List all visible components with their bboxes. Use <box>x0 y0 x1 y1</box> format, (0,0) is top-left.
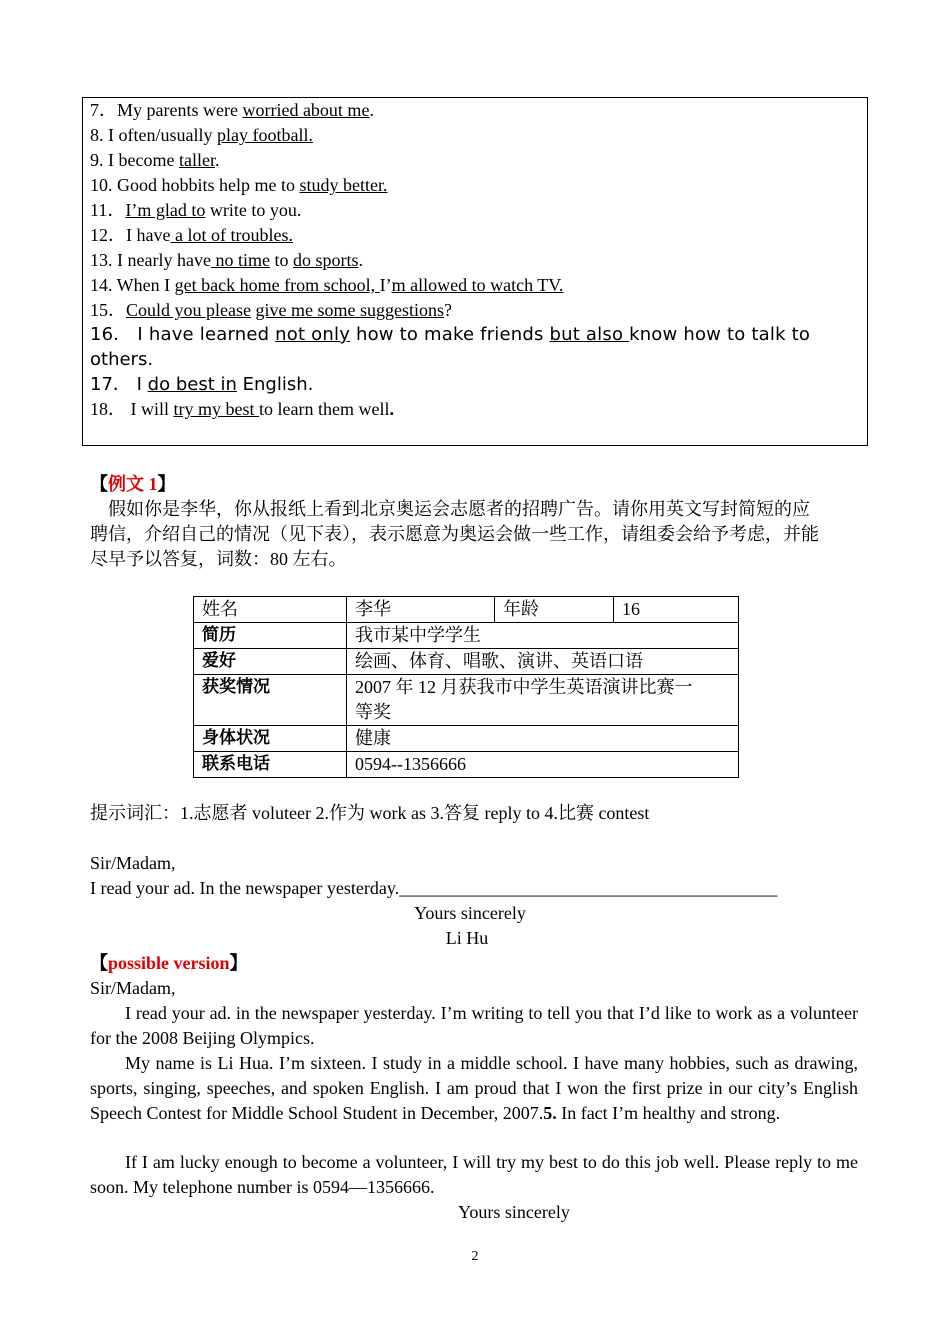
sentence-18: 18． I will try my best to learn them well. <box>90 399 394 419</box>
version-paragraph-2: My name is Li Hua. I’m sixteen. I study in a middle school. I have many hobbies, such as drawing, sports, singing, speeches, and spoken English. I am proud that I won the first prize in our city’s English Speech Contest for Middle School Student in December, 2007.5. In fact I’m healthy and strong. <box>90 1053 858 1123</box>
letter-signature: Li Hu <box>445 928 489 948</box>
table-row: 姓名 李华 年龄 16 <box>194 597 739 623</box>
applicant-info-table <box>193 596 739 778</box>
sentence-17: 17． I do best in English. <box>90 374 314 395</box>
sentence-9: 9. I become taller. <box>90 150 220 170</box>
example-prompt-line-3: 尽早予以答复，词数：80 左右。 <box>90 549 347 569</box>
table-row: 爱好 绘画、体育、唱歌、演讲、英语口语 <box>194 649 739 675</box>
version-paragraph-1: I read your ad. in the newspaper yesterday. I’m writing to tell you that I’d like to work as a volunteer for the 2008 Beijing Olympics. <box>90 1003 858 1048</box>
version-paragraph-3: If I am lucky enough to become a volunteer, I will try my best to do this job well. Please reply to me soon. My telephone number is 0594—1356666. <box>90 1152 858 1197</box>
sentence-7: 7．My parents were worried about me. <box>90 100 374 120</box>
letter-closing: Yours sincerely <box>414 903 526 923</box>
page-number: 2 <box>471 1249 479 1264</box>
sentence-8: 8. I often/usually play football. <box>90 125 313 145</box>
table-row: 简历 我市某中学学生 <box>194 623 739 649</box>
version-greeting: Sir/Madam, <box>90 978 176 998</box>
version-heading: 【possible version】 <box>90 953 248 973</box>
example-prompt-line-1: 假如你是李华，你从报纸上看到北京奥运会志愿者的招聘广告。请你用英文写封简短的应 <box>108 499 810 519</box>
sentence-13: 13. I nearly have no time to do sports. <box>90 250 363 270</box>
table-row: 获奖情况 2007 年 12 月获我市中学生英语演讲比赛一 等奖 <box>194 675 739 726</box>
sentence-15: 15．Could you please give me some suggestions? <box>90 300 452 320</box>
sentence-16-cont: others. <box>90 349 154 370</box>
sentence-10: 10. Good hobbits help me to study better. <box>90 175 388 195</box>
sentence-16: 16． I have learned not only how to make friends but also know how to talk to <box>90 324 811 345</box>
letter-body-line: I read your ad. In the newspaper yesterday.__________________________________________ <box>90 878 778 898</box>
table-row: 身体状况 健康 <box>194 726 739 752</box>
hint-words: 提示词汇：1.志愿者 voluteer 2.作为 work as 3.答复 reply to 4.比赛 contest <box>90 803 650 823</box>
sentence-11: 11．I’m glad to write to you. <box>90 200 302 220</box>
sentence-14: 14. When I get back home from school, I’m allowed to watch TV. <box>90 275 564 295</box>
example-heading: 【例文 1】 <box>90 474 176 494</box>
table-row: 联系电话 0594--1356666 <box>194 752 739 778</box>
example-prompt-line-2: 聘信，介绍自己的情况（见下表），表示愿意为奥运会做一些工作，请组委会给予考虑，并能 <box>90 524 819 544</box>
sentence-12: 12．I have a lot of troubles. <box>90 225 293 245</box>
letter-greeting: Sir/Madam, <box>90 853 176 873</box>
version-closing: Yours sincerely <box>458 1202 570 1222</box>
